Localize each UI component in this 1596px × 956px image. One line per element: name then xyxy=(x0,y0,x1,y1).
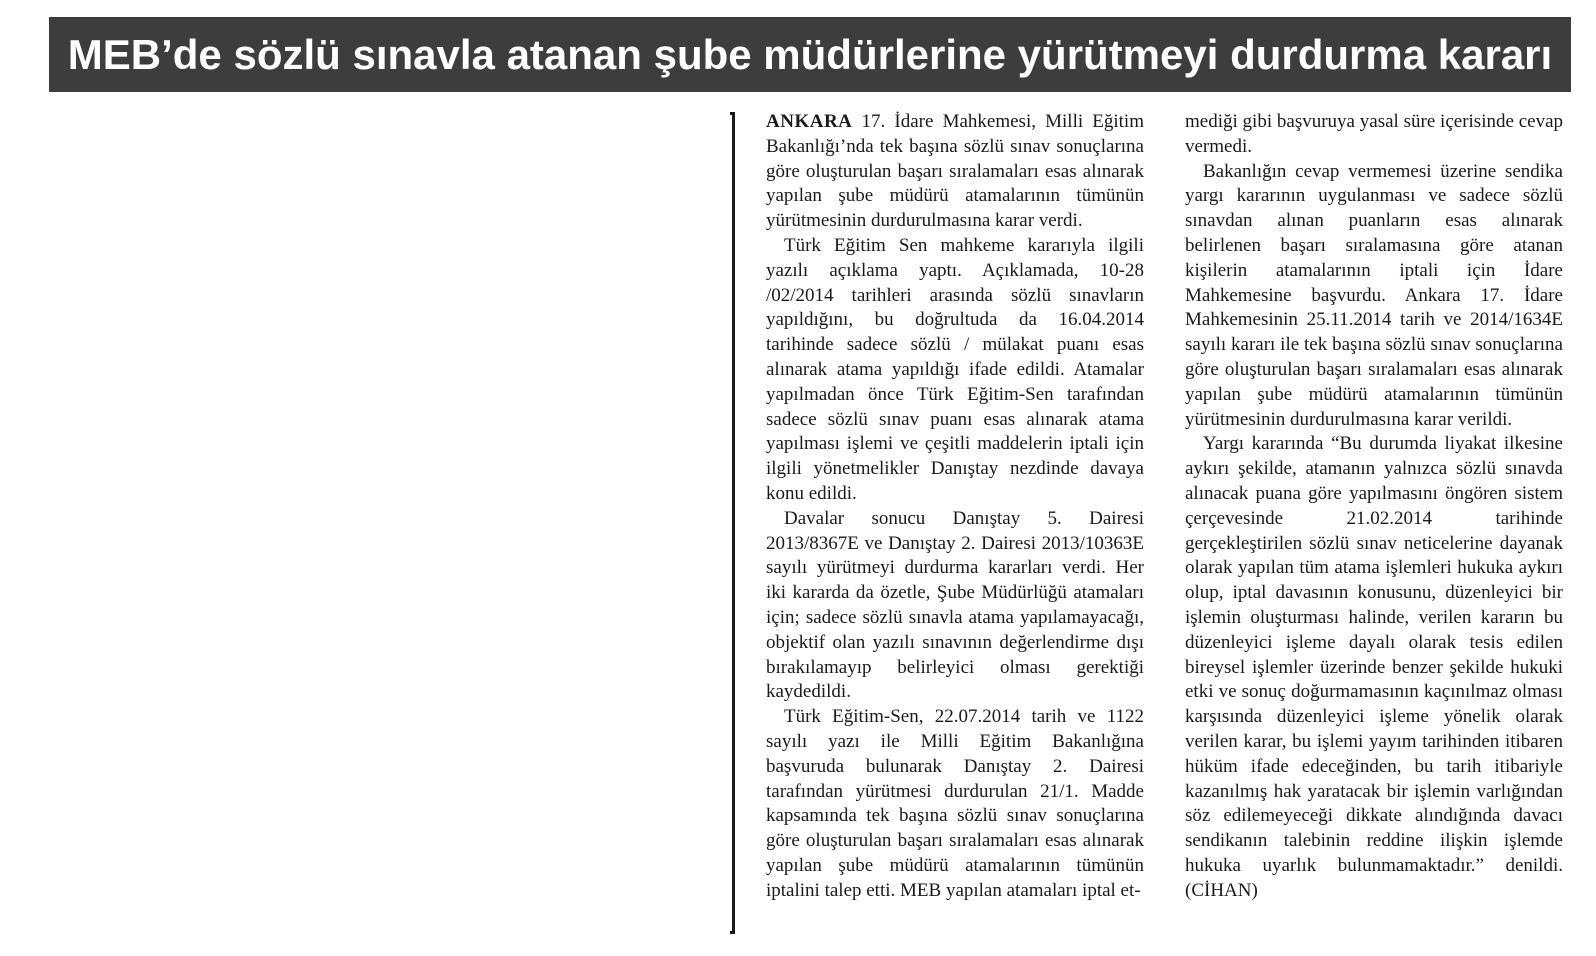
headline: MEB’de sözlü sınavla atanan şube müdürlerine yürütmeyi durdurma kararı xyxy=(67,30,1553,78)
article-column-1 xyxy=(766,110,1144,904)
lead-text: 17. İdare Mahkemesi, Milli Eğitim Bakanlığı’nda tek başına sözlü sınav sonuçlarına göre oluşturulan başarı sıralamaları esas alınarak yapılan şube müdürü atamalarının tümünün yürütmesinin durdurulmasına karar verdi. xyxy=(766,111,1144,232)
article-paragraph: Davalar sonucu Danıştay 5. Dairesi 2013/8367E ve Danıştay 2. Dairesi 2013/10363E sayılı yürütmeyi durdurma kararları verdi. Her iki kararda da özetle, Şube Müdürlüğü atamaları için; sadece sözlü sınavla atama yapılamayacağı, objektif olan yazılı sınavının değerlendirme dışı bırakılamayıp belirleyici olması gerektiği kaydedildi. xyxy=(766,507,1144,703)
column-bracket xyxy=(730,112,735,934)
article-paragraph: Türk Eğitim-Sen, 22.07.2014 tarih ve 1122 sayılı yazı ile Milli Eğitim Bakanlığına başvuruda bulunarak Danıştay 2. Dairesi tarafından yürütmesi durdurulan 21/1. Madde kapsamında tek başına sözlü sınav sonuçlarına göre oluşturulan başarı sıralamaları esas alınarak yapılan şube müdürü atamalarının tümünün iptalini talep etti. MEB yapılan atamaları iptal et- xyxy=(766,706,1144,901)
continuation-paragraph: mediği gibi başvuruya yasal süre içerisinde cevap vermedi. xyxy=(1185,111,1563,157)
lead-paragraph xyxy=(766,110,1144,234)
headline-bar xyxy=(49,17,1571,92)
article-paragraph: Türk Eğitim Sen mahkeme kararıyla ilgili yazılı açıklama yaptı. Açıklamada, 10-28 /02/2014 tarihleri arasında sözlü sınavların yapıldığını, bu doğrultuda da 16.04.2014 tarihinde sadece sözlü / mülakat puanı esas alınarak atama yapıldığı ifade edildi. Atamalar yapılmadan önce Türk Eğitim-Sen tarafından sadece sözlü sınav puanı esas alınarak atama yapılması işlemi ve çeşitli maddelerin iptali için ilgili yönetmelikler Danıştay nezdinde davaya konu edildi. xyxy=(766,234,1144,504)
article-paragraph: Yargı kararında “Bu durumda liyakat ilkesine aykırı şekilde, atamanın yalnızca sözlü sınavda alınacak puana göre yapılmasını öngören sistem çerçevesinde 21.02.2014 tarihinde gerçekleştirilen sözlü sınav neticelerine dayanak olarak yapılan tüm atama işlemleri hukuka aykırı olup, iptal davasının konusunu, düzenleyici bir işlemin oluşturması halinde, verilen kararın bu düzenleyici işleme dayalı olarak tesis edilen bireysel işlemler üzerinde benzer şekilde hukuki etki ve sonuç doğurmamasının kaçınılmaz olması karşısında düzenleyici işleme yönelik olarak verilen karar, bu işlemi yayım tarihinden itibaren hüküm ifade edeceğinden, bu tarih itibariyle kazanılmış hak yaratacak bir işlemin varlığından söz edilemeyeceği dikkate alındığında davacı sendikanın talebinin reddine ilişkin işlemde hukuka uyarlık bulunmamaktadır.” denildi. (CİHAN) xyxy=(1185,433,1563,901)
article-paragraph: Bakanlığın cevap vermemesi üzerine sendika yargı kararının uygulanması ve sadece sözlü sınavdan alınan puanların esas alınarak belirlenen başarı sıralamasına göre atanan kişilerin atamalarının iptali için İdare Mahkemesine başvurdu. Ankara 17. İdare Mahkemesinin 25.11.2014 tarih ve 2014/1634E sayılı kararı ile tek başına sözlü sınav sonuçlarına göre oluşturulan başarı sıralamaları esas alınarak yapılan şube müdürü atamalarının tümünün yürütmesinin durdurulmasına karar verildi. xyxy=(1185,160,1563,430)
dateline: ANKARA xyxy=(766,111,853,132)
article-column-2 xyxy=(1185,110,1563,904)
